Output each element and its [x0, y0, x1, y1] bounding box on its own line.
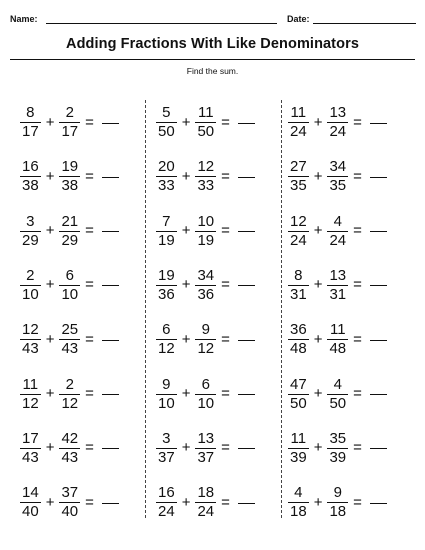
problem-c3-r4	[288, 265, 387, 305]
problem-c1-r4	[20, 265, 119, 305]
fraction-a	[288, 431, 309, 465]
fraction-b-numerator: 34	[197, 266, 215, 284]
equals-sign: =	[221, 439, 230, 457]
fraction-b-denominator: 43	[61, 448, 79, 466]
problem-c3-r7	[288, 428, 387, 468]
fraction-b-numerator: 13	[197, 429, 215, 447]
fraction-b-denominator: 43	[61, 340, 79, 358]
fraction-a-denominator: 33	[158, 177, 175, 195]
date-label: Date:	[287, 14, 310, 24]
column-divider-1	[145, 100, 146, 518]
problem-c2-r8	[156, 482, 255, 522]
equals-sign: =	[221, 167, 230, 185]
fraction-a-denominator: 50	[158, 123, 175, 140]
plus-sign: +	[45, 493, 55, 511]
fraction-b	[195, 377, 216, 411]
fraction-b-denominator: 40	[61, 503, 79, 521]
fraction-b-numerator: 37	[61, 484, 79, 502]
fraction-a-numerator: 17	[22, 429, 39, 447]
plus-sign: +	[45, 167, 55, 185]
fraction-a-denominator: 43	[22, 340, 39, 358]
fraction-a	[288, 159, 309, 193]
fraction-a	[288, 214, 309, 248]
plus-sign: +	[45, 385, 55, 402]
fraction-b	[195, 431, 216, 465]
fraction-b	[327, 322, 348, 356]
fraction-a-denominator: 36	[158, 285, 175, 303]
fraction-b-denominator: 29	[61, 231, 79, 249]
fraction-a	[288, 485, 309, 519]
answer-blank[interactable]	[370, 340, 387, 341]
fraction-b	[327, 214, 348, 248]
fraction-a-denominator: 40	[22, 503, 39, 521]
fraction-a-numerator: 2	[26, 266, 35, 284]
answer-blank[interactable]	[370, 123, 387, 124]
plus-sign: +	[181, 385, 191, 402]
column-divider-2	[281, 100, 282, 518]
fraction-a	[156, 377, 177, 411]
answer-blank[interactable]	[102, 231, 119, 232]
answer-blank[interactable]	[370, 394, 387, 395]
equals-sign: =	[221, 222, 230, 240]
fraction-b-denominator: 18	[329, 503, 347, 521]
fraction-a	[20, 105, 41, 139]
equals-sign: =	[353, 439, 362, 457]
date-line[interactable]	[313, 23, 416, 24]
equals-sign: =	[353, 222, 362, 240]
fraction-b-denominator: 38	[61, 177, 79, 195]
fraction-a-numerator: 27	[290, 158, 307, 176]
fraction-b-denominator: 24	[197, 503, 215, 521]
fraction-b-denominator: 24	[329, 123, 347, 140]
answer-blank[interactable]	[238, 123, 255, 124]
fraction-a	[20, 322, 41, 356]
answer-blank[interactable]	[238, 177, 255, 178]
fraction-b-denominator: 17	[61, 123, 79, 140]
equals-sign: =	[85, 222, 94, 240]
fraction-a-numerator: 19	[158, 266, 175, 284]
fraction-a	[156, 431, 177, 465]
title-divider	[10, 59, 415, 60]
problem-c2-r3	[156, 211, 255, 251]
fraction-a-numerator: 47	[290, 375, 307, 393]
problem-c2-r4	[156, 265, 255, 305]
fraction-a-numerator: 20	[158, 158, 175, 176]
name-line[interactable]	[46, 23, 277, 24]
plus-sign: +	[313, 330, 323, 348]
problem-c3-r5	[288, 319, 387, 359]
problem-c1-r2	[20, 156, 119, 196]
fraction-b-numerator: 19	[61, 158, 79, 176]
equals-sign: =	[353, 113, 362, 131]
fraction-a	[156, 485, 177, 519]
answer-blank[interactable]	[102, 123, 119, 124]
fraction-a-denominator: 10	[22, 285, 39, 303]
fraction-b-numerator: 35	[329, 429, 347, 447]
fraction-b	[59, 105, 80, 139]
fraction-b-numerator: 10	[197, 212, 215, 230]
fraction-b	[195, 214, 216, 248]
fraction-b-denominator: 24	[329, 231, 347, 249]
equals-sign: =	[85, 167, 94, 185]
fraction-a-numerator: 8	[26, 104, 35, 121]
fraction-b-numerator: 13	[329, 104, 347, 121]
plus-sign: +	[313, 167, 323, 185]
answer-blank[interactable]	[102, 503, 119, 504]
answer-blank[interactable]	[102, 340, 119, 341]
equals-sign: =	[85, 493, 94, 511]
equals-sign: =	[221, 113, 230, 131]
fraction-a-denominator: 48	[290, 340, 307, 358]
fraction-b	[195, 322, 216, 356]
fraction-b-numerator: 4	[333, 375, 342, 393]
fraction-b-denominator: 50	[197, 123, 215, 140]
answer-blank[interactable]	[370, 285, 387, 286]
problem-c2-r1	[156, 102, 255, 142]
fraction-a-numerator: 4	[294, 484, 303, 502]
plus-sign: +	[45, 222, 55, 240]
answer-blank[interactable]	[102, 394, 119, 395]
plus-sign: +	[313, 276, 323, 294]
answer-blank[interactable]	[238, 340, 255, 341]
fraction-b	[59, 377, 80, 411]
fraction-b	[59, 214, 80, 248]
problem-c1-r7	[20, 428, 119, 468]
fraction-a	[20, 159, 41, 193]
worksheet-header	[10, 12, 415, 28]
fraction-a	[20, 268, 41, 302]
fraction-a-numerator: 6	[162, 321, 171, 339]
fraction-a	[288, 268, 309, 302]
plus-sign: +	[313, 385, 323, 402]
name-label: Name:	[10, 14, 38, 24]
problem-c3-r6	[288, 374, 387, 414]
fraction-b-denominator: 10	[197, 394, 215, 412]
fraction-a-denominator: 12	[158, 340, 175, 358]
problem-c3-r2	[288, 156, 387, 196]
fraction-a-numerator: 12	[290, 212, 307, 230]
fraction-b-numerator: 18	[197, 484, 215, 502]
fraction-b-numerator: 2	[65, 104, 74, 121]
fraction-a	[156, 159, 177, 193]
fraction-a-numerator: 14	[22, 484, 39, 502]
plus-sign: +	[313, 439, 323, 457]
fraction-a	[288, 105, 309, 139]
fraction-b	[327, 377, 348, 411]
plus-sign: +	[181, 493, 191, 511]
fraction-a	[156, 105, 177, 139]
fraction-b-denominator: 10	[61, 285, 79, 303]
answer-blank[interactable]	[238, 503, 255, 504]
fraction-b	[195, 159, 216, 193]
fraction-a-numerator: 36	[290, 321, 307, 339]
fraction-b-numerator: 21	[61, 212, 79, 230]
plus-sign: +	[181, 222, 191, 240]
answer-blank[interactable]	[370, 177, 387, 178]
answer-blank[interactable]	[238, 448, 255, 449]
answer-blank[interactable]	[370, 231, 387, 232]
answer-blank[interactable]	[238, 394, 255, 395]
equals-sign: =	[85, 330, 94, 348]
equals-sign: =	[85, 113, 94, 131]
fraction-a-denominator: 24	[290, 123, 307, 140]
fraction-a-numerator: 16	[22, 158, 39, 176]
fraction-b-denominator: 37	[197, 448, 215, 466]
fraction-b-denominator: 12	[197, 340, 215, 358]
fraction-a-denominator: 12	[22, 394, 39, 412]
plus-sign: +	[181, 113, 191, 131]
fraction-b-denominator: 36	[197, 285, 215, 303]
fraction-b-denominator: 39	[329, 448, 347, 466]
fraction-a	[156, 214, 177, 248]
fraction-b	[327, 159, 348, 193]
fraction-b-numerator: 11	[330, 321, 346, 339]
problem-c2-r5	[156, 319, 255, 359]
fraction-a-denominator: 17	[22, 123, 39, 140]
fraction-b	[327, 268, 348, 302]
answer-blank[interactable]	[370, 503, 387, 504]
fraction-a	[20, 377, 41, 411]
equals-sign: =	[221, 330, 230, 348]
problem-c2-r2	[156, 156, 255, 196]
equals-sign: =	[221, 276, 230, 294]
fraction-b-denominator: 31	[329, 285, 347, 303]
fraction-b-denominator: 33	[197, 177, 215, 195]
fraction-b-numerator: 4	[333, 212, 342, 230]
equals-sign: =	[353, 330, 362, 348]
fraction-a-denominator: 10	[158, 394, 175, 412]
problem-c1-r3	[20, 211, 119, 251]
fraction-b	[327, 485, 348, 519]
fraction-a	[20, 485, 41, 519]
problem-c1-r8	[20, 482, 119, 522]
equals-sign: =	[85, 439, 94, 457]
fraction-b-numerator: 6	[65, 266, 74, 284]
fraction-a-numerator: 11	[22, 375, 39, 393]
answer-blank[interactable]	[102, 448, 119, 449]
plus-sign: +	[181, 276, 191, 294]
plus-sign: +	[45, 276, 55, 294]
fraction-a	[20, 431, 41, 465]
fraction-a-denominator: 38	[22, 177, 39, 195]
equals-sign: =	[85, 276, 94, 294]
fraction-b	[195, 268, 216, 302]
fraction-a	[156, 268, 177, 302]
problem-c1-r5	[20, 319, 119, 359]
fraction-b	[59, 322, 80, 356]
equals-sign: =	[353, 276, 362, 294]
fraction-a-numerator: 3	[26, 212, 35, 230]
answer-blank[interactable]	[370, 448, 387, 449]
problem-c2-r6	[156, 374, 255, 414]
fraction-a-denominator: 35	[290, 177, 307, 195]
fraction-a-numerator: 5	[162, 104, 171, 121]
answer-blank[interactable]	[238, 285, 255, 286]
problem-c1-r6	[20, 374, 119, 414]
fraction-b	[59, 268, 80, 302]
fraction-a-denominator: 19	[158, 231, 175, 249]
equals-sign: =	[353, 493, 362, 511]
plus-sign: +	[181, 439, 191, 457]
fraction-a-denominator: 50	[290, 394, 307, 412]
fraction-a	[288, 377, 309, 411]
fraction-b-numerator: 9	[333, 484, 342, 502]
answer-blank[interactable]	[238, 231, 255, 232]
plus-sign: +	[45, 439, 55, 457]
problem-c1-r1	[20, 102, 119, 142]
fraction-b-numerator: 12	[197, 158, 215, 176]
fraction-a-numerator: 11	[290, 104, 307, 121]
fraction-a-denominator: 31	[290, 285, 307, 303]
fraction-a	[156, 322, 177, 356]
fraction-b	[327, 105, 348, 139]
fraction-a-denominator: 43	[22, 448, 39, 466]
worksheet-title: Adding Fractions With Like Denominators	[66, 36, 359, 52]
fraction-b	[59, 485, 80, 519]
equals-sign: =	[221, 385, 230, 402]
plus-sign: +	[45, 113, 55, 131]
equals-sign: =	[353, 167, 362, 185]
fraction-a-numerator: 7	[162, 212, 171, 230]
fraction-b-numerator: 11	[198, 104, 214, 121]
problem-c3-r1	[288, 102, 387, 142]
plus-sign: +	[181, 167, 191, 185]
fraction-b-numerator: 6	[201, 375, 210, 393]
instructions: Find the sum.	[186, 66, 239, 76]
equals-sign: =	[85, 385, 94, 402]
plus-sign: +	[45, 330, 55, 348]
fraction-a-denominator: 37	[158, 448, 175, 466]
fraction-a-denominator: 29	[22, 231, 39, 249]
fraction-b-numerator: 2	[65, 375, 74, 393]
problem-c3-r3	[288, 211, 387, 251]
fraction-b	[327, 431, 348, 465]
fraction-b	[195, 105, 216, 139]
fraction-a-denominator: 39	[290, 448, 307, 466]
plus-sign: +	[313, 493, 323, 511]
fraction-b-denominator: 35	[329, 177, 347, 195]
plus-sign: +	[313, 113, 323, 131]
problem-c2-r7	[156, 428, 255, 468]
fraction-a-denominator: 24	[158, 503, 175, 521]
problem-c3-r8	[288, 482, 387, 522]
fraction-b-numerator: 42	[61, 429, 79, 447]
fraction-b-denominator: 50	[329, 394, 347, 412]
answer-blank[interactable]	[102, 177, 119, 178]
fraction-a-numerator: 3	[162, 429, 171, 447]
fraction-a-numerator: 12	[22, 321, 39, 339]
fraction-b-numerator: 13	[329, 266, 347, 284]
equals-sign: =	[353, 385, 362, 402]
fraction-b	[59, 431, 80, 465]
fraction-b-denominator: 48	[329, 340, 347, 358]
plus-sign: +	[313, 222, 323, 240]
fraction-b	[59, 159, 80, 193]
equals-sign: =	[221, 493, 230, 511]
fraction-a-numerator: 16	[158, 484, 175, 502]
fraction-a	[288, 322, 309, 356]
fraction-b-denominator: 12	[61, 394, 79, 412]
fraction-a-denominator: 24	[290, 231, 307, 249]
fraction-a	[20, 214, 41, 248]
fraction-a-numerator: 8	[294, 266, 303, 284]
fraction-b-numerator: 9	[201, 321, 210, 339]
fraction-b-numerator: 25	[61, 321, 79, 339]
fraction-a-numerator: 9	[162, 375, 171, 393]
fraction-b-denominator: 19	[197, 231, 215, 249]
answer-blank[interactable]	[102, 285, 119, 286]
plus-sign: +	[181, 330, 191, 348]
fraction-a-denominator: 18	[290, 503, 307, 521]
fraction-b-numerator: 34	[329, 158, 347, 176]
fraction-b	[195, 485, 216, 519]
fraction-a-numerator: 11	[290, 429, 307, 447]
